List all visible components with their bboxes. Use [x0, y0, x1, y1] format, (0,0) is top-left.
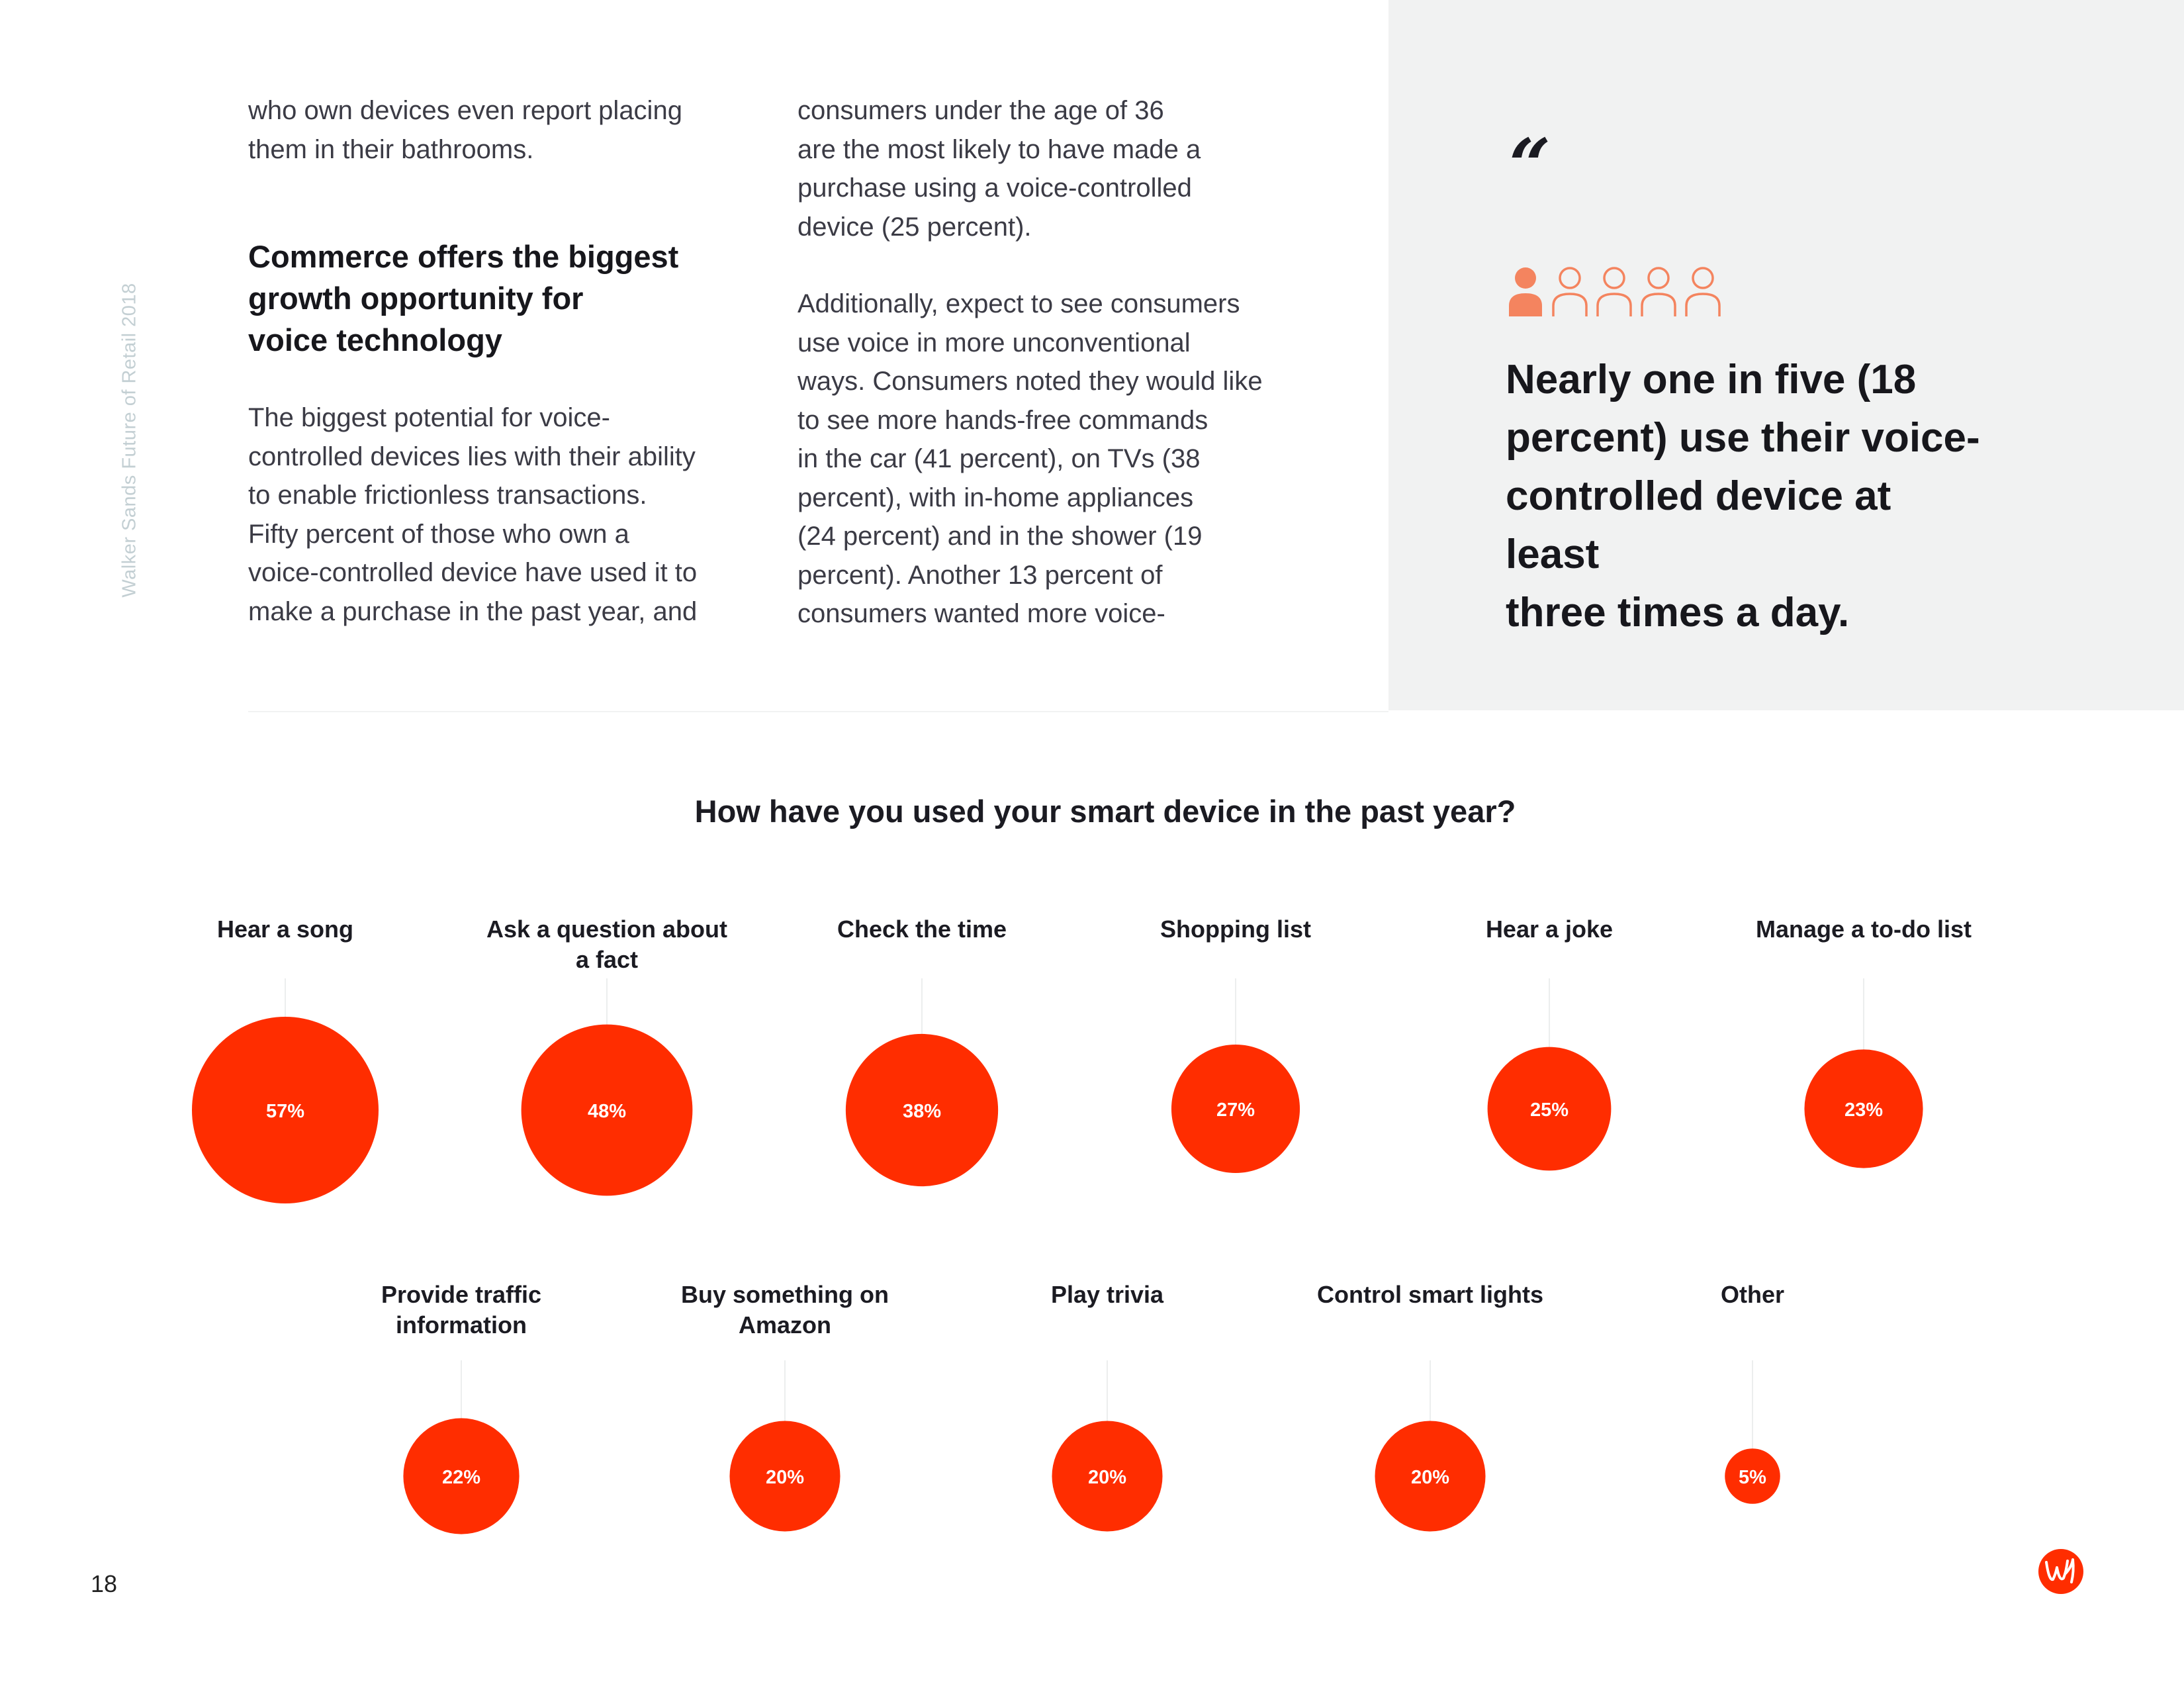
text-line: purchase using a voice-controlled: [797, 173, 1192, 203]
bubble-label: Provide traffic: [381, 1281, 542, 1308]
bubble-value-label: 48%: [587, 1101, 627, 1122]
bubble-item: [1756, 915, 1972, 1168]
bubble-label: Manage a to-do list: [1755, 915, 1972, 943]
text-line: consumers wanted more voice-: [797, 599, 1165, 628]
bubble-value-label: 57%: [265, 1101, 305, 1122]
bubble-label: Ask a question about: [486, 915, 728, 943]
bubble-value-label: 27%: [1216, 1100, 1255, 1121]
bubble-value-label: 25%: [1529, 1100, 1569, 1121]
text-line: use voice in more unconventional: [797, 328, 1191, 357]
text-line: consumers under the age of 36: [797, 96, 1164, 125]
text-line: device (25 percent).: [797, 212, 1032, 242]
bubble-label: Other: [1720, 1281, 1785, 1308]
bubble-value-label: 5%: [1739, 1467, 1766, 1488]
bubble-label: Buy something on: [681, 1281, 889, 1308]
bubble-label: a fact: [575, 946, 639, 973]
text-line: Fifty percent of those who own a: [248, 519, 629, 549]
text-line: to see more hands-free commands: [797, 405, 1208, 435]
text-line: percent), with in-home appliances: [797, 483, 1194, 512]
side-label: Walker Sands Future of Retail 2018: [118, 283, 140, 598]
text-line: three times a day.: [1506, 590, 1850, 635]
bubble-value-label: 20%: [1410, 1467, 1450, 1488]
bubble-item: [1160, 915, 1311, 1173]
bubble-label: Shopping list: [1160, 915, 1311, 943]
text-line: percent). Another 13 percent of: [797, 560, 1163, 590]
text-line: ways. Consumers noted they would like: [797, 367, 1263, 396]
bubble-label: Control smart lights: [1316, 1281, 1544, 1308]
bubble-label: Check the time: [837, 915, 1007, 943]
bubble-value-label: 23%: [1844, 1100, 1884, 1121]
text-line: in the car (41 percent), on TVs (38: [797, 444, 1201, 473]
bubble-item: [837, 915, 1007, 1186]
text-line: are the most likely to have made a: [797, 134, 1201, 164]
bubble-label: Amazon: [738, 1311, 832, 1338]
bubble-item: [192, 915, 379, 1203]
bubble-item: [681, 1281, 889, 1532]
bubble-label: Hear a joke: [1485, 915, 1614, 943]
chart-title: How have you used your smart device in the past year?: [694, 794, 1516, 829]
bubble-value-label: 22%: [441, 1467, 481, 1488]
text-line: voice-controlled device have used it to: [248, 558, 698, 587]
bubble-label: Hear a song: [216, 915, 354, 943]
text-line: The biggest potential for voice-: [248, 403, 610, 432]
bubble-item: [1721, 1281, 1784, 1504]
text-line: percent) use their voice-: [1506, 415, 1980, 461]
bubble-label: Play trivia: [1050, 1281, 1164, 1308]
text-line: controlled device at least: [1506, 473, 1891, 577]
page-number: 18: [91, 1570, 118, 1597]
quote-mark: “: [1509, 122, 1551, 208]
bubble-value-label: 20%: [1087, 1467, 1127, 1488]
text-line: Nearly one in five (18: [1506, 357, 1917, 402]
text-line: Additionally, expect to see consumers: [797, 289, 1240, 318]
text-line: controlled devices lies with their ability: [248, 442, 696, 471]
bubble-value-label: 20%: [765, 1467, 805, 1488]
text-line: who own devices even report placing: [248, 96, 682, 125]
text-line: voice technology: [248, 322, 502, 357]
bubble-label: information: [396, 1311, 527, 1338]
text-line: Commerce offers the biggest: [248, 239, 679, 274]
bubble-item: [1051, 1281, 1164, 1532]
text-line: them in their bathrooms.: [248, 134, 534, 164]
text-line: growth opportunity for: [248, 281, 584, 316]
bubble-item: [381, 1281, 541, 1534]
text-line: (24 percent) and in the shower (19: [797, 522, 1203, 551]
bubble-item: [486, 915, 727, 1196]
walker-sands-logo-icon: [2037, 1548, 2085, 1595]
bubble-item: [1486, 915, 1613, 1170]
bubble-item: [1317, 1281, 1543, 1532]
text-line: make a purchase in the past year, and: [248, 596, 698, 626]
text-line: to enable frictionless transactions.: [248, 481, 647, 510]
bubble-value-label: 38%: [902, 1101, 942, 1122]
